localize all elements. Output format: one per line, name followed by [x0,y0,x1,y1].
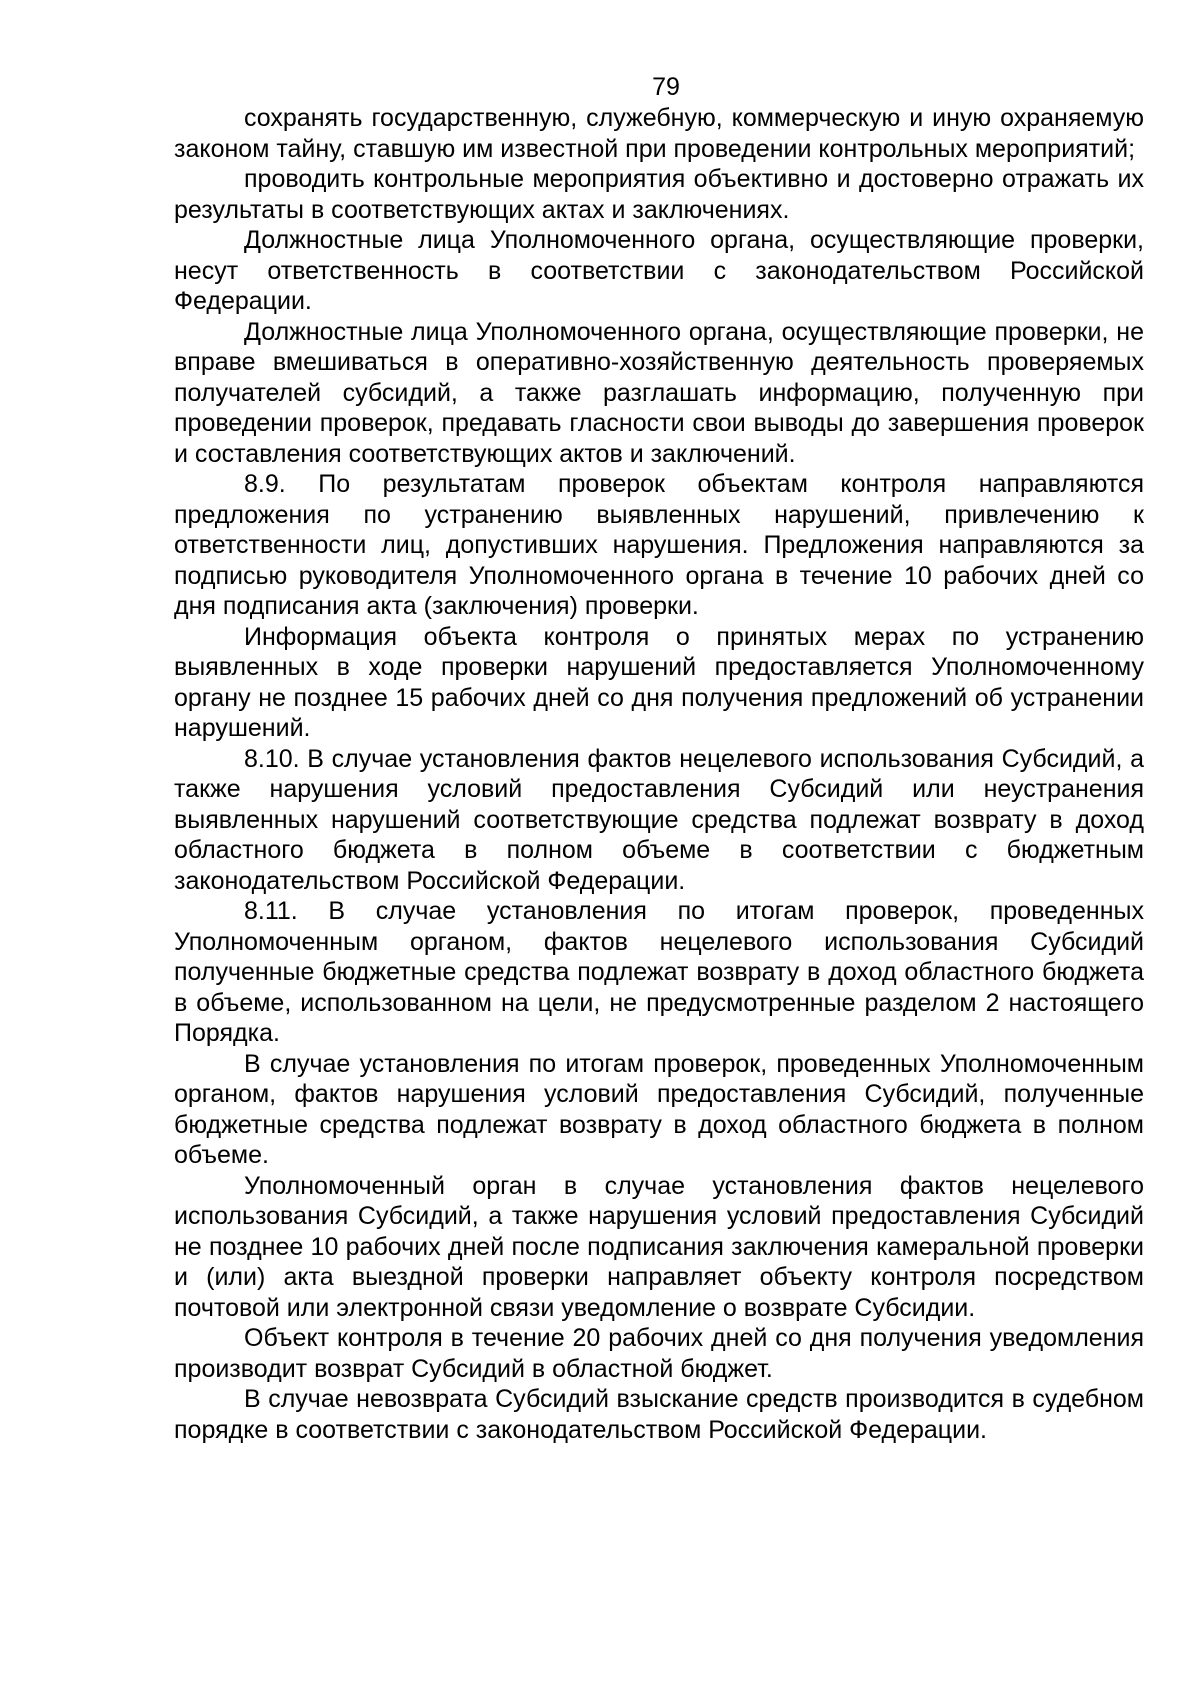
paragraph: Объект контроля в течение 20 рабочих дней со дня получения уведомления производит возврат Субсидий в областной бюджет. [174,1324,1144,1383]
paragraph: Уполномоченный орган в случае установления фактов нецелевого использования Субсидий, а также нарушения условий предоставления Субсидий не позднее 10 рабочих дней после подписания заключения камеральной проверки и (или) акта выездной проверки направляет объекту контроля посредством почтовой или электронной связи уведомление о возврате Субсидии. [174,1171,1144,1322]
paragraph: Должностные лица Уполномоченного органа, осуществляющие проверки, несут ответственность в соответствии с законодательством Российской Федерации. [174,226,1144,315]
paragraph: 8.9. По результатам проверок объектам контроля направляются предложения по устранению выявленных нарушений, привлечению к ответственности лиц, допустивших нарушения. Предложения направляются за подписью руководителя Уполномоченного органа в течение 10 рабочих дней со дня подписания акта (заключения) проверки. [174,470,1144,620]
paragraph: Должностные лица Уполномоченного органа, осуществляющие проверки, не вправе вмешиваться в оперативно-хозяйственную деятельность проверяемых получателей субсидий, а также разглашать информацию, полученную при проведении проверок, предавать гласности свои выводы до завершения проверок и составления соответствующих актов и заключений. [174,317,1144,468]
document-body [174,103,1144,1445]
paragraph: В случае невозврата Субсидий взыскание средств производится в судебном порядке в соответствии с законодательством Российской Федерации. [174,1385,1144,1444]
paragraph: В случае установления по итогам проверок, проведенных Уполномоченным органом, фактов нарушения условий предоставления Субсидий, полученные бюджетные средства подлежат возврату в доход областного бюджета в полном объеме. [174,1049,1144,1169]
paragraph: проводить контрольные мероприятия объективно и достоверно отражать их результаты в соответствующих актах и заключениях. [174,165,1144,224]
paragraph: 8.10. В случае установления фактов нецелевого использования Субсидий, а также нарушения условий предоставления Субсидий или неустранения выявленных нарушений соответствующие средства подлежат возврату в доход областного бюджета в полном объеме в соответствии с бюджетным законодательством Российской Федерации. [174,744,1144,895]
paragraph: 8.11. В случае установления по итогам проверок, проведенных Уполномоченным органом, фактов нецелевого использования Субсидий полученные бюджетные средства подлежат возврату в доход областного бюджета в объеме, использованном на цели, не предусмотренные разделом 2 настоящего Порядка. [174,897,1144,1047]
paragraph: Информация объекта контроля о принятых мерах по устранению выявленных в ходе проверки нарушений предоставляется Уполномоченному органу не позднее 15 рабочих дней со дня получения предложений об устранении нарушений. [174,622,1144,742]
page-number: 79 [652,73,680,101]
paragraph: сохранять государственную, служебную, коммерческую и иную охраняемую законом тайну, ставшую им известной при проведении контрольных мероприятий; [174,104,1144,163]
